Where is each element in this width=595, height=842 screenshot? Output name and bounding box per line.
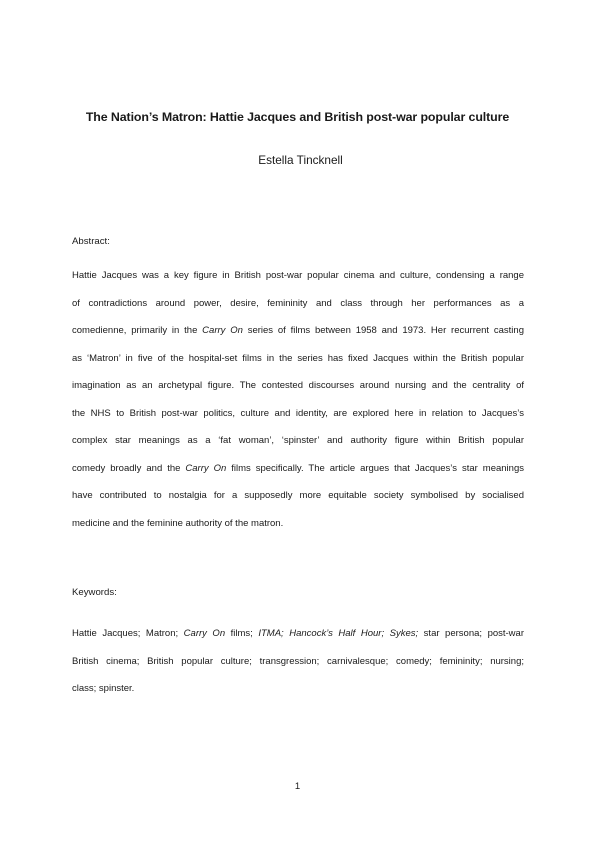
text-line: comedy broadly and the Carry On films specifically. The article argues that Jacques’s star meanings xyxy=(72,462,524,474)
text-line: British cinema; British popular culture; transgression; carnivalesque; comedy; femininity; nursing; xyxy=(72,655,524,667)
keywords-heading: Keywords: xyxy=(72,587,117,598)
text-line: as ‘Matron’ in five of the hospital-set films in the series has fixed Jacques within the British popular xyxy=(72,352,524,364)
italic-text: Carry On xyxy=(202,325,243,336)
text-line: class; spinster. xyxy=(72,683,135,694)
italic-text: Carry On xyxy=(185,462,227,474)
page-number: 1 xyxy=(294,781,301,792)
text-line: complex star meanings as a ‘fat woman’, ‘spinster’ and authority figure within British popular xyxy=(72,435,524,446)
text-line: have contributed to nostalgia for a supposedly more equitable society symbolised by socialised xyxy=(72,490,524,501)
text-line: medicine and the feminine authority of the matron. xyxy=(72,517,284,529)
text-line: of contradictions around power, desire, femininity and class through her performances as a xyxy=(72,297,524,309)
text-line: the NHS to British post-war politics, culture and identity, are explored here in relation to Jacques’s xyxy=(72,407,524,419)
author-name: Estella Tincknell xyxy=(258,153,343,167)
abstract-heading: Abstract: xyxy=(72,236,110,247)
abstract-body xyxy=(72,262,524,537)
text-line: Hattie Jacques was a key figure in British post-war popular cinema and culture, condensing a range xyxy=(72,270,524,281)
text-line: Hattie Jacques; Matron; Carry On films; ITMA; Hancock’s Half Hour; Sykes; star persona; post-war xyxy=(72,628,524,639)
italic-text: ITMA; Hancock’s Half Hour; Sykes; xyxy=(258,628,419,639)
keywords-body xyxy=(72,620,524,703)
paper-title: The Nation’s Matron: Hattie Jacques and British post-war popular culture xyxy=(85,110,510,124)
text-line: comedienne, primarily in the Carry On series of films between 1958 and 1973. Her recurrent casting xyxy=(72,325,524,336)
italic-text: Carry On xyxy=(183,628,226,639)
text-line: imagination as an archetypal figure. The contested discourses around nursing and the centrality of xyxy=(72,380,524,391)
